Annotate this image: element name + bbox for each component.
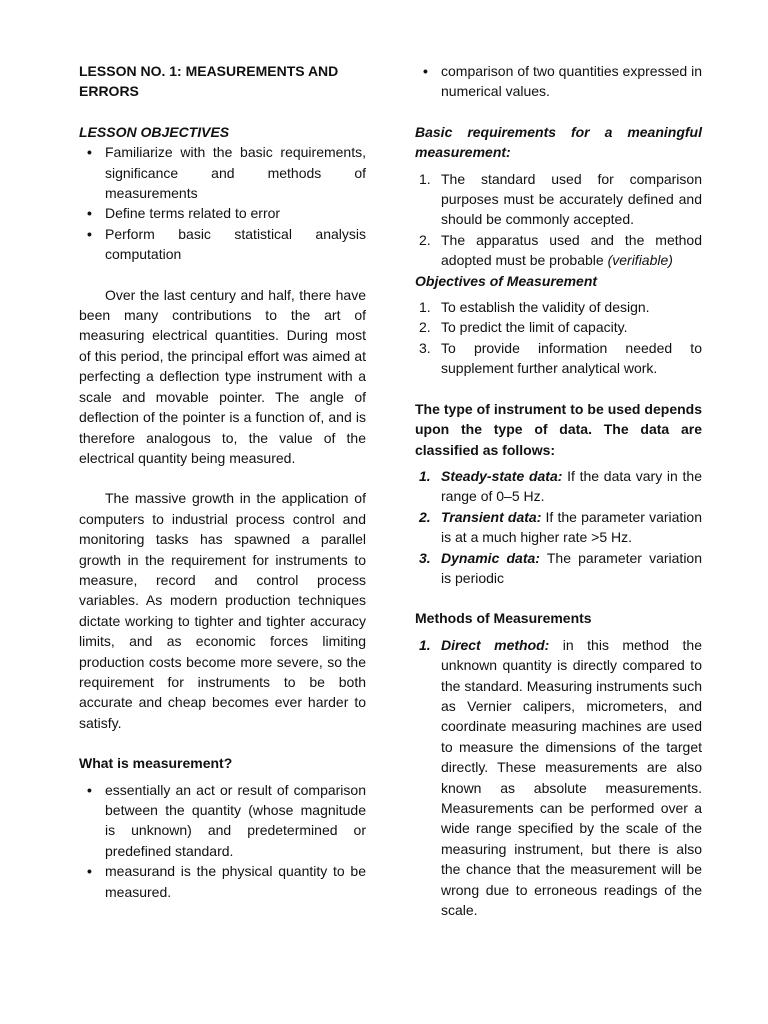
methods-list <box>415 635 702 921</box>
data-type-item: 1. Steady-state data: If the data vary in the range of 0–5 Hz. <box>419 467 702 505</box>
left-column <box>79 61 366 902</box>
measurement-objective-item: 1. To establish the validity of design. <box>419 299 650 316</box>
definition-item: • essentially an act or result of comparison between the quantity (whose magnitude is unknown) and predetermined or predefined standard. <box>79 780 366 862</box>
what-is-measurement-list <box>79 780 366 902</box>
right-column <box>415 61 702 920</box>
lesson-title: LESSON NO. 1: MEASUREMENTS AND ERRORS <box>79 63 339 100</box>
objectives-of-measurement-heading: Objectives of Measurement <box>415 272 598 289</box>
data-type-item: 3. Dynamic data: The parameter variation is periodic <box>419 549 703 586</box>
requirement-item: 2. The apparatus used and the method adopted must be probable (verifiable) <box>419 231 702 269</box>
intro-paragraph-2: The massive growth in the application of computers to industrial process control and monitoring tasks has spawned a parallel growth in the requirement for instruments to measure, record and control process variables. As modern production techniques dictate working to tighter and tighter accuracy limits, and as economic forces limiting production costs become more severe, so the requirement for instruments to be both accurate and cheap becomes ever harder to satisfy. <box>79 490 366 731</box>
data-type-item: 2. Transient data: If the parameter variation is at a much higher rate >5 Hz. <box>419 508 702 546</box>
measurement-objective-item: 2. To predict the limit of capacity. <box>419 319 628 336</box>
objectives-of-measurement-list <box>415 297 702 379</box>
method-item: 1. Direct method: in this method the unknown quantity is directly compared to the standard. Measuring instruments such as Vernier calipers, micrometers, and coordinate measuring machines are used to measure the dimensions of the target directly. These measurements are also known as absolute measurements. Measurements can be performed over a wide range specified by the scale of the measuring instrument, but there is also the chance that the measurement will be wrong due to erroneous readings of the scale. <box>419 636 702 919</box>
instrument-type-heading: The type of instrument to be used depends upon the type of data. The data are classified as follows: <box>415 400 702 458</box>
what-is-measurement-heading: What is measurement? <box>79 755 233 772</box>
methods-heading: Methods of Measurements <box>415 610 592 627</box>
definition-item: • measurand is the physical quantity to be measured. <box>79 861 366 902</box>
objectives-heading: LESSON OBJECTIVES <box>79 123 230 140</box>
definition-item: • comparison of two quantities expressed in numerical values. <box>415 61 702 102</box>
intro-paragraph-1: Over the last century and half, there have been many contributions to the art of measuring electrical quantities. During most of this period, the principal effort was aimed at perfecting a deflection type instrument with a scale and movable pointer. The angle of deflection of the pointer is a function of, and is therefore analogous to, the value of the electrical quantity being measured. <box>79 286 366 466</box>
objective-item: • Familiarize with the basic requirements, significance and methods of measurements <box>79 142 366 203</box>
basic-requirements-list <box>415 169 702 271</box>
basic-requirements-heading: Basic requirements for a meaningful measurement: <box>415 123 702 161</box>
continued-list <box>415 61 702 102</box>
measurement-objective-item: 3. To provide information needed to supplement further analytical work. <box>419 339 702 377</box>
objective-item: • Perform basic statistical analysis computation <box>79 224 366 265</box>
data-types-list <box>415 466 702 588</box>
objectives-list <box>79 142 366 264</box>
requirement-item: 1. The standard used for comparison purposes must be accurately defined and should be commonly accepted. <box>419 170 702 228</box>
objective-item: • Define terms related to error <box>79 203 366 223</box>
